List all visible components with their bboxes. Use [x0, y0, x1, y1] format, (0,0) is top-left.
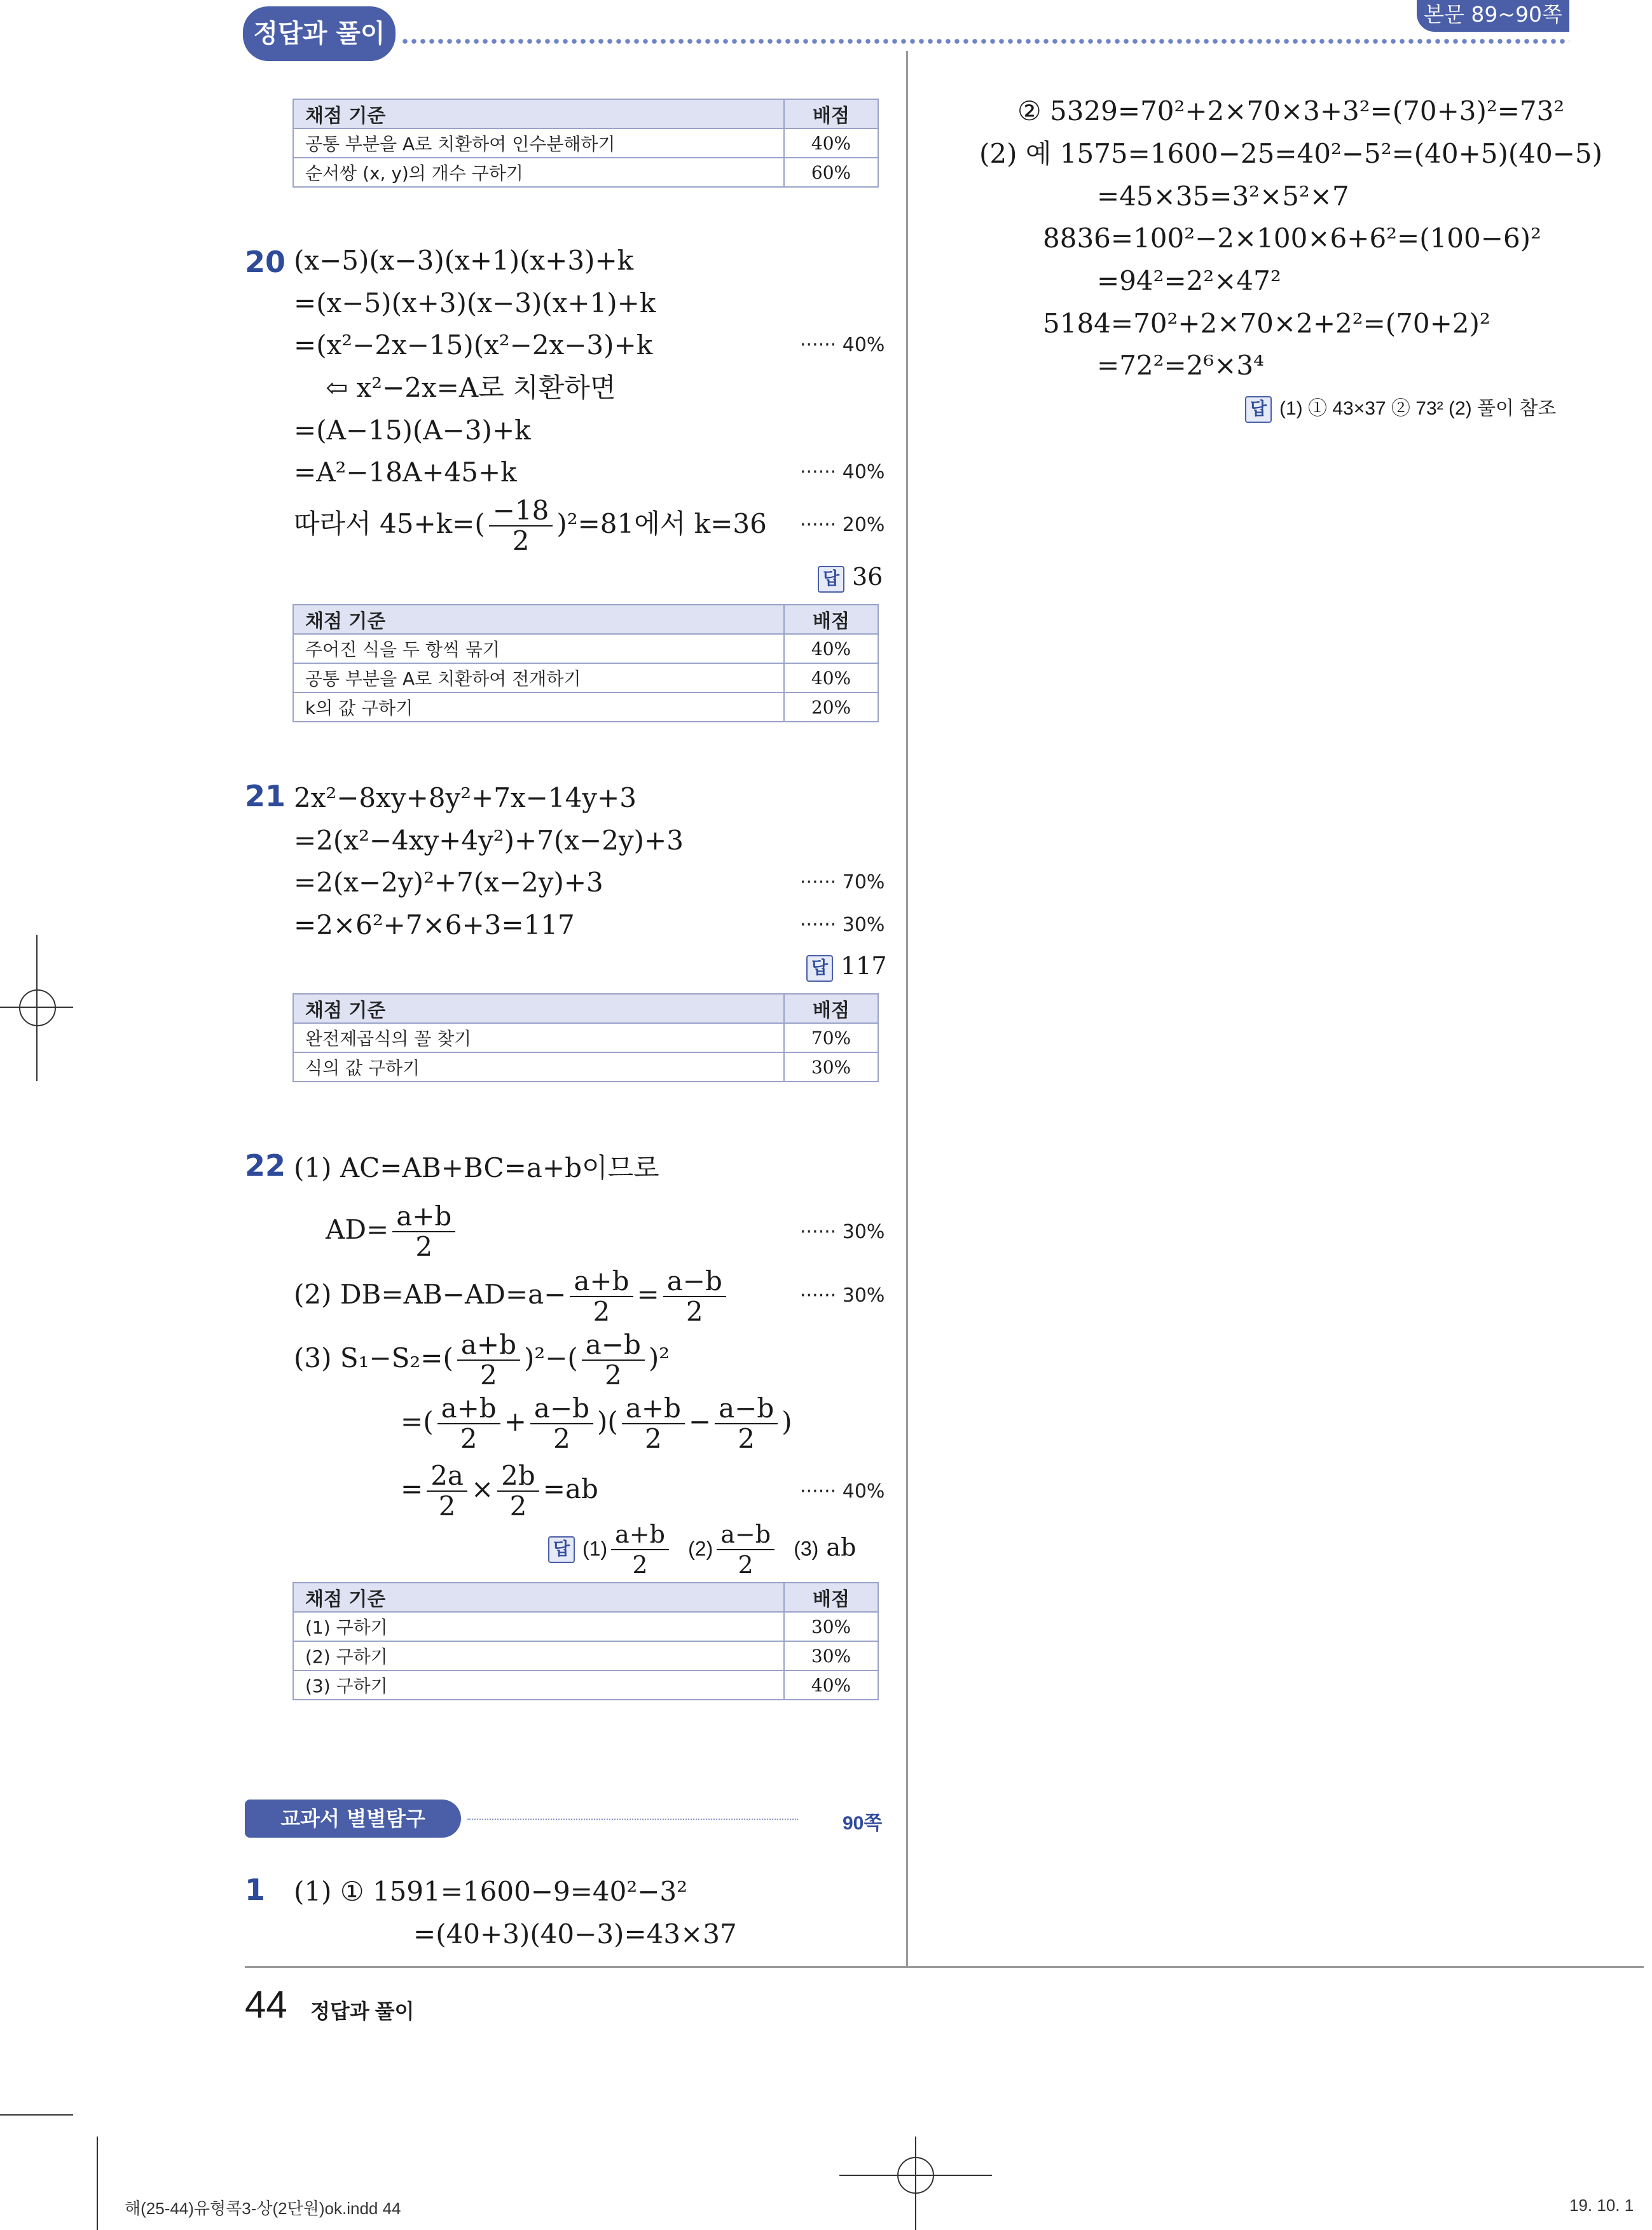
score-percent: ······ 40%: [800, 334, 885, 356]
fraction: [717, 1520, 774, 1580]
equation-line: ② 5329=70²+2×70×3+3²=(70+3)²=73²: [1017, 95, 1565, 127]
equation-text: )²: [648, 1342, 670, 1373]
numerator: a+b: [622, 1394, 685, 1424]
numerator: a−b: [582, 1330, 645, 1361]
equation-text: )(: [597, 1406, 618, 1437]
header-dots: [401, 38, 1569, 45]
equation-line: 5184=70²+2×70×2+2²=(70+2)²: [1043, 308, 1490, 339]
answer-label: 답: [1245, 396, 1272, 423]
score-percent: ······ 30%: [800, 914, 885, 936]
crop-circle: [19, 989, 56, 1026]
table-head: 채점 기준: [293, 99, 784, 128]
table-cell: 공통 부분을 A로 치환하여 인수분해하기: [293, 128, 784, 158]
denominator: 2: [685, 1296, 703, 1327]
numerator: 2a: [427, 1461, 467, 1492]
equation-line: [294, 1330, 670, 1390]
equation-line: 2x²−8xy+8y²+7x−14y+3: [294, 782, 637, 813]
fraction: [457, 1330, 520, 1390]
fraction: [497, 1461, 539, 1521]
rubric-table-4: [293, 1582, 879, 1700]
table-cell: 30%: [784, 1052, 878, 1082]
table-head: 채점 기준: [293, 605, 784, 634]
numerator: a−b: [715, 1394, 778, 1424]
equation-line: (x−5)(x−3)(x+1)(x+3)+k: [294, 245, 634, 276]
fraction: [570, 1267, 633, 1326]
equation-line: =(40+3)(40−3)=43×37: [413, 1918, 737, 1950]
score-percent: ······ 40%: [800, 1480, 885, 1503]
equation-text: (2) DB=AB−AD=a−: [294, 1279, 567, 1310]
score-percent: ······ 30%: [800, 1284, 885, 1307]
question-number: 1: [245, 1873, 266, 1907]
numerator: 2b: [497, 1461, 539, 1492]
equation-text: =(: [401, 1406, 434, 1437]
fraction: [427, 1461, 467, 1521]
answer-value: (1) ① 43×37 ② 73² (2) 풀이 참조: [1279, 398, 1557, 419]
equation-line: =2(x−2y)²+7(x−2y)+3: [294, 867, 603, 898]
numerator: a−b: [530, 1394, 593, 1424]
answer-value: 36: [852, 563, 883, 591]
equation-line: [326, 1202, 459, 1262]
answer: [818, 563, 883, 593]
question-number: 20: [245, 245, 286, 279]
page-number: 44: [245, 1983, 287, 2026]
equation-line: 8836=100²−2×100×6+6²=(100−6)²: [1043, 223, 1541, 254]
table-cell: 30%: [784, 1612, 878, 1641]
equation-line: (1) AC=AB+BC=a+b이므로: [294, 1152, 659, 1183]
table-cell: (2) 구하기: [293, 1641, 784, 1670]
equation-line: [401, 1461, 598, 1521]
answer-part: (2): [688, 1537, 713, 1560]
section-badge: 정답과 풀이: [243, 6, 396, 61]
fraction: [437, 1394, 500, 1454]
table-cell: (3) 구하기: [293, 1670, 784, 1700]
numerator: a−b: [663, 1267, 726, 1297]
table-cell: 60%: [784, 158, 878, 187]
equation-text: (3) S₁−S₂=(: [294, 1342, 453, 1373]
denominator: 2: [738, 1423, 755, 1454]
answer-part: (3): [794, 1537, 819, 1560]
rubric-table-1: [293, 99, 879, 188]
equation-line: =45×35=3²×5²×7: [1097, 181, 1349, 212]
equation-text: ): [781, 1406, 792, 1437]
table-cell: 공통 부분을 A로 치환하여 전개하기: [293, 663, 784, 692]
table-cell: 순서쌍 (x, y)의 개수 구하기: [293, 158, 784, 187]
numerator: a+b: [570, 1267, 633, 1297]
table-cell: k의 값 구하기: [293, 692, 784, 722]
answer: [548, 1520, 856, 1580]
numerator: a+b: [437, 1394, 500, 1424]
denominator: 2: [738, 1551, 754, 1579]
table-head: 배점: [784, 605, 878, 634]
crop-circle: [897, 2157, 934, 2194]
numerator: a−b: [717, 1520, 774, 1550]
fraction: [582, 1330, 645, 1390]
denominator: 2: [438, 1490, 456, 1522]
score-percent: ······ 70%: [800, 871, 885, 893]
fraction: [622, 1394, 685, 1454]
fraction: [611, 1520, 669, 1580]
equation-text: =: [401, 1473, 423, 1504]
table-cell: 식의 값 구하기: [293, 1052, 784, 1082]
footer-rule: [245, 1966, 1644, 1968]
footer-title: 정답과 풀이: [310, 2000, 415, 2023]
table-cell: 20%: [784, 692, 878, 722]
crop-mark: [97, 2137, 98, 2230]
equation-line: =(x−5)(x+3)(x−3)(x+1)+k: [294, 287, 656, 319]
answer: [806, 952, 887, 982]
table-head: 배점: [784, 99, 878, 128]
equation-text: )²=81에서 k=36: [556, 508, 767, 539]
table-cell: 70%: [784, 1023, 878, 1052]
answer-part: (1): [582, 1537, 608, 1560]
numerator: a+b: [392, 1202, 455, 1232]
numerator: a+b: [457, 1330, 520, 1361]
answer-label: 답: [548, 1536, 575, 1563]
answer-value: 117: [841, 952, 887, 980]
table-cell: 40%: [784, 663, 878, 692]
column-divider: [906, 51, 908, 1966]
equation-line: =94²=2²×47²: [1097, 265, 1281, 296]
textbook-page: 90쪽: [843, 1813, 883, 1834]
equation-text: =: [637, 1279, 659, 1310]
denominator: 2: [593, 1296, 610, 1327]
denominator: 2: [480, 1359, 497, 1391]
equation-text: =ab: [542, 1473, 598, 1504]
equation-line: =(A−15)(A−3)+k: [294, 415, 531, 446]
equation-line: =2(x²−4xy+4y²)+7(x−2y)+3: [294, 825, 684, 856]
question-number: 21: [245, 779, 286, 813]
denominator: 2: [632, 1551, 648, 1579]
equation-text: ×: [471, 1473, 494, 1504]
rubric-table-3: [293, 993, 879, 1082]
fraction: [715, 1394, 778, 1454]
table-cell: 30%: [784, 1641, 878, 1670]
equation-text: AD=: [326, 1214, 389, 1245]
equation-text: +: [504, 1406, 527, 1437]
equation-line: [294, 496, 767, 556]
fraction: [392, 1202, 455, 1262]
table-cell: 40%: [784, 634, 878, 663]
equation-line: ⇦ x²−2x=A로 치환하면: [326, 372, 616, 403]
equation-line: =72²=2⁶×3⁴: [1097, 350, 1264, 381]
equation-line: =(x²−2x−15)(x²−2x−3)+k: [294, 329, 653, 361]
answer-label: 답: [806, 955, 833, 982]
score-percent: ······ 30%: [800, 1221, 885, 1243]
equation-text: 따라서 45+k=(: [294, 508, 485, 539]
fraction: [489, 496, 553, 556]
file-name: 해(25-44)유형콕3-상(2단원)ok.indd 44: [125, 2199, 401, 2218]
equation-line: [294, 1267, 730, 1326]
denominator: 2: [512, 525, 530, 556]
equation-line: (1) ① 1591=1600−9=40²−3²: [294, 1876, 687, 1907]
table-head: 배점: [784, 1583, 878, 1612]
equation-line: [401, 1394, 792, 1454]
textbook-section-badge: 교과서 별별탐구: [245, 1800, 461, 1838]
table-head: 채점 기준: [293, 1583, 784, 1612]
numerator: a+b: [611, 1520, 669, 1550]
page-reference: 본문 89~90쪽: [1417, 0, 1569, 32]
denominator: 2: [509, 1490, 527, 1522]
textbook-dotted-line: [467, 1819, 798, 1820]
table-cell: 완전제곱식의 꼴 찾기: [293, 1023, 784, 1052]
table-cell: 주어진 식을 두 항씩 묶기: [293, 634, 784, 663]
crop-mark: [0, 2114, 73, 2116]
table-cell: (1) 구하기: [293, 1612, 784, 1641]
answer-value: ab: [826, 1533, 857, 1562]
denominator: 2: [460, 1423, 478, 1454]
print-date: 19. 10. 1: [1569, 2196, 1634, 2215]
denominator: 2: [415, 1231, 433, 1262]
question-number: 22: [245, 1148, 286, 1183]
table-head: 배점: [784, 994, 878, 1023]
numerator: −18: [489, 496, 553, 527]
equation-text: )²−(: [523, 1342, 578, 1373]
table-head: 채점 기준: [293, 994, 784, 1023]
score-percent: ······ 20%: [800, 514, 885, 536]
table-cell: 40%: [784, 128, 878, 158]
score-percent: ······ 40%: [800, 461, 885, 483]
equation-line: =2×6²+7×6+3=117: [294, 909, 575, 940]
equation-line: =A²−18A+45+k: [294, 457, 517, 488]
rubric-table-2: [293, 604, 879, 722]
fraction: [530, 1394, 593, 1454]
answer-label: 답: [818, 566, 844, 593]
denominator: 2: [604, 1359, 622, 1391]
denominator: 2: [553, 1423, 570, 1454]
answer: [1245, 392, 1556, 423]
denominator: 2: [645, 1423, 662, 1454]
table-cell: 40%: [784, 1670, 878, 1700]
fraction: [663, 1267, 726, 1326]
equation-line: (2) 예 1575=1600−25=40²−5²=(40+5)(40−5): [979, 138, 1603, 169]
equation-text: −: [688, 1406, 712, 1437]
